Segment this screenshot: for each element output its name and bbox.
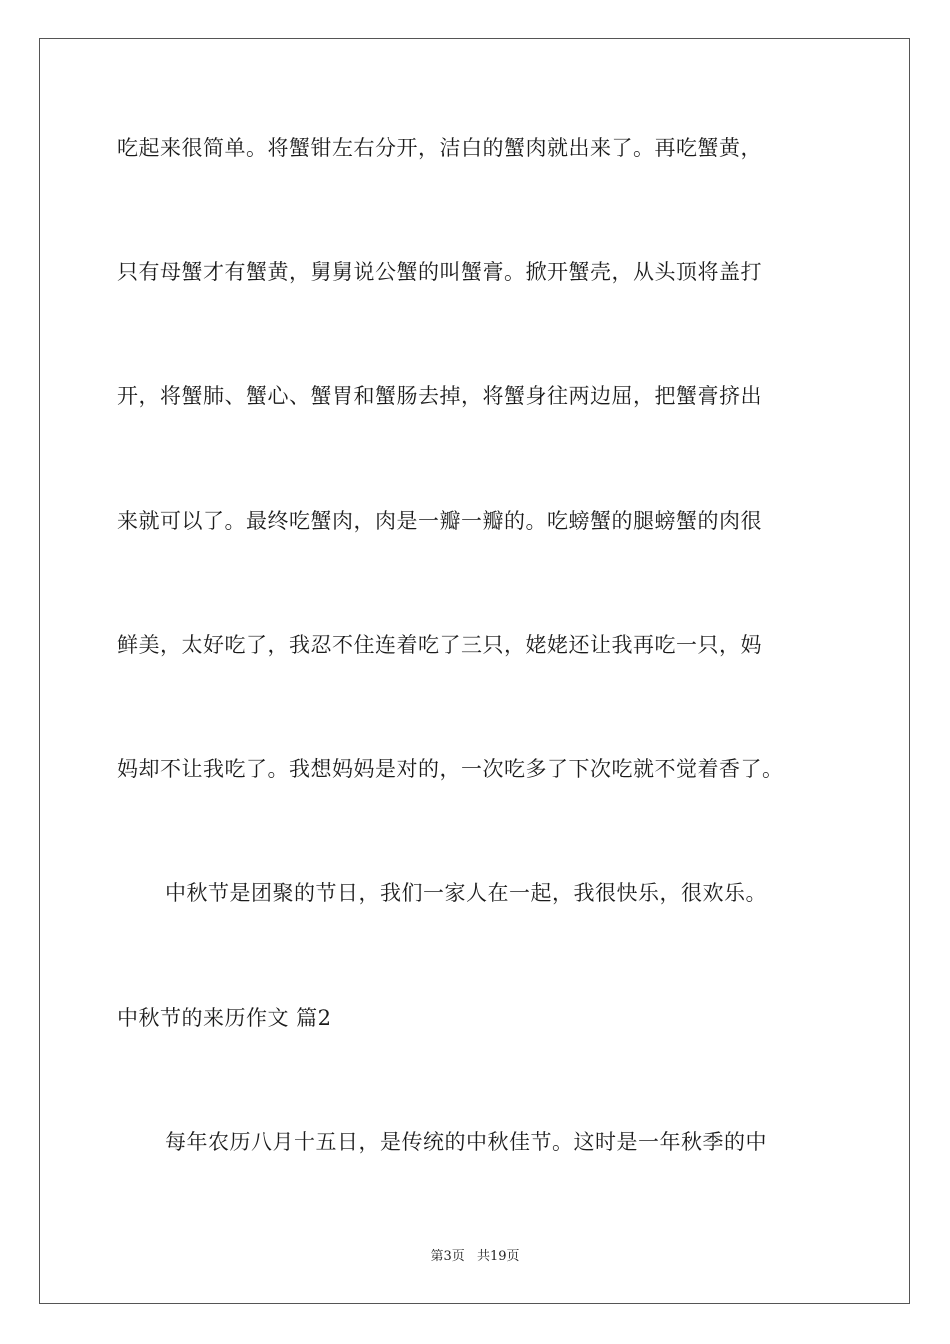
total-page-count: 共19页: [476, 1249, 520, 1264]
current-page-number: 第3页: [430, 1249, 465, 1264]
paragraph-opening: 每年农历八月十五日，是传统的中秋佳节。这时是一年秋季的中: [165, 1130, 767, 1154]
page-footer: [0, 1248, 950, 1266]
body-line-2: 只有母蟹才有蟹黄，舅舅说公蟹的叫蟹膏。掀开蟹壳，从头顶将盖打: [117, 260, 762, 284]
body-line-1: 吃起来很简单。将蟹钳左右分开，洁白的蟹肉就出来了。再吃蟹黄，: [117, 136, 762, 160]
paragraph-conclusion: 中秋节是团聚的节日，我们一家人在一起，我很快乐，很欢乐。: [165, 881, 767, 905]
body-line-6: 妈却不让我吃了。我想妈妈是对的，一次吃多了下次吃就不觉着香了。: [117, 757, 784, 781]
section-heading: 中秋节的来历作文 篇2: [117, 1006, 332, 1030]
page-border: [39, 38, 910, 1304]
body-line-4: 来就可以了。最终吃蟹肉，肉是一瓣一瓣的。吃螃蟹的腿螃蟹的肉很: [117, 509, 762, 533]
body-line-3: 开，将蟹肺、蟹心、蟹胃和蟹肠去掉，将蟹身往两边屈，把蟹膏挤出: [117, 384, 762, 408]
body-line-5: 鲜美，太好吃了，我忍不住连着吃了三只，姥姥还让我再吃一只，妈: [117, 633, 762, 657]
